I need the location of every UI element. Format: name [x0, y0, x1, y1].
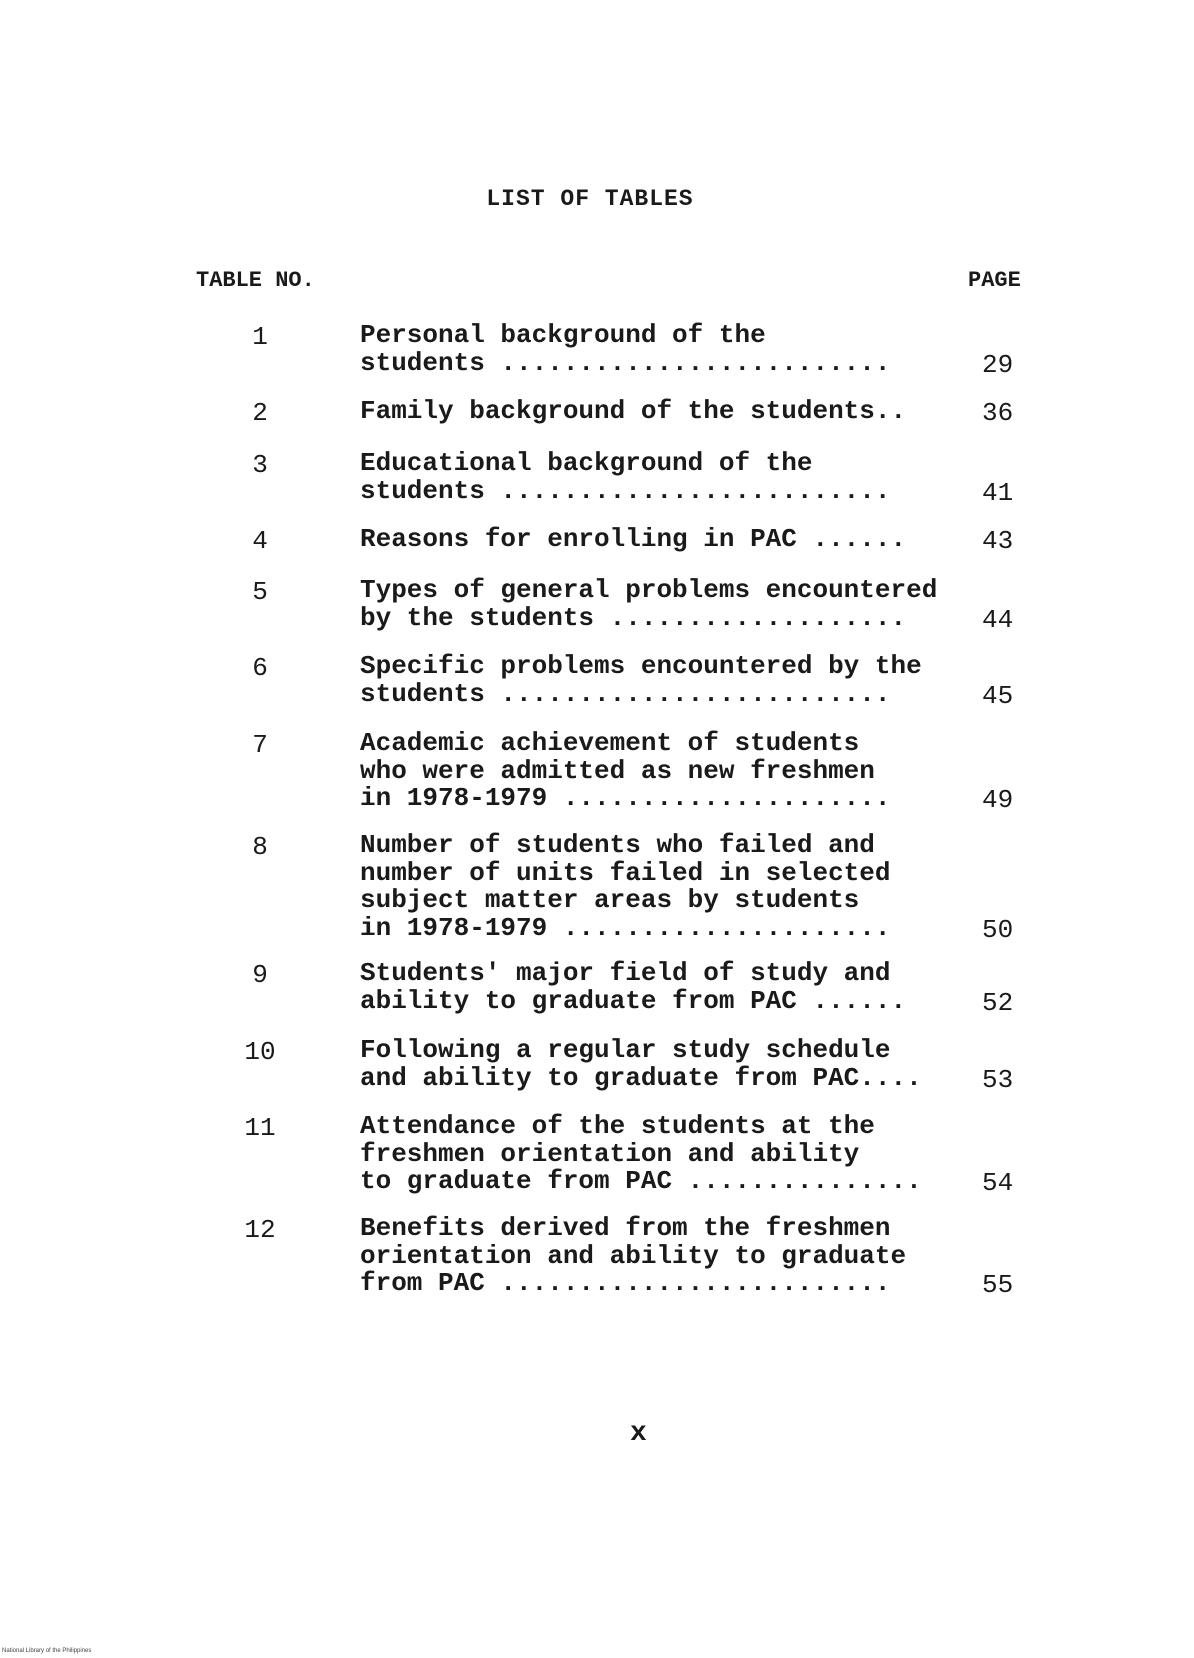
table-description [360, 1037, 960, 1092]
page-ref: 50 [982, 914, 1014, 945]
page-header: PAGE [968, 268, 1021, 293]
description-line: in 1978-1979 ..................... [360, 783, 891, 813]
page-title: LIST OF TABLES [486, 186, 694, 212]
description-line: Number of students who failed and [360, 830, 875, 860]
table-number: 2 [252, 398, 268, 428]
page-ref: 55 [982, 1270, 1014, 1300]
table-number: 6 [252, 653, 268, 683]
description-line: Educational background of the [360, 448, 813, 478]
description-line: Personal background of the [360, 320, 766, 350]
description-line: Following a regular study schedule [360, 1035, 891, 1065]
description-line: in 1978-1979 ..................... [360, 912, 891, 943]
page-ref: 41 [982, 477, 1014, 508]
table-description [360, 398, 960, 426]
description-line: Reasons for enrolling in PAC ...... [360, 524, 907, 554]
table-description [360, 577, 960, 632]
table-description [360, 1113, 960, 1196]
description-line: Specific problems encountered by the [360, 651, 922, 681]
table-description [360, 322, 960, 377]
table-description [360, 1215, 960, 1298]
description-line: number of units failed in selected [360, 857, 891, 888]
description-line: Benefits derived from the freshmen [360, 1213, 891, 1243]
table-number: 7 [252, 730, 268, 760]
table-description [360, 730, 960, 813]
table-number: 12 [244, 1215, 276, 1245]
description-line: Academic achievement of students [360, 728, 860, 758]
description-line: students ......................... [360, 475, 891, 506]
table-number: 5 [252, 577, 268, 607]
page-ref: 36 [982, 398, 1014, 428]
description-line: to graduate from PAC ............... [360, 1166, 922, 1196]
page-ref: 52 [982, 987, 1014, 1018]
page-ref: 43 [982, 526, 1014, 556]
table-description [360, 526, 960, 554]
description-line: Types of general problems encountered [360, 575, 938, 605]
table-number: 3 [252, 450, 268, 480]
page-number: x [630, 1418, 647, 1449]
table-description [360, 450, 960, 505]
table-description [360, 960, 960, 1015]
description-line: who were admitted as new freshmen [360, 755, 875, 786]
description-line: Attendance of the students at the [360, 1111, 875, 1141]
description-line: orientation and ability to graduate [360, 1240, 907, 1271]
page-ref: 44 [982, 604, 1014, 635]
description-line: students ......................... [360, 678, 891, 709]
description-line: and ability to graduate from PAC.... [360, 1062, 922, 1093]
description-line: freshmen orientation and ability [360, 1138, 860, 1169]
table-description [360, 653, 960, 708]
page-ref: 54 [982, 1168, 1014, 1198]
table-number: 8 [252, 832, 268, 862]
table-number: 4 [252, 526, 268, 556]
library-stamp: National Library of the Philippines [2, 1648, 92, 1654]
table-number: 1 [252, 322, 268, 352]
description-line: Students' major field of study and [360, 958, 891, 988]
description-line: students ......................... [360, 347, 891, 378]
table-description [360, 832, 960, 942]
description-line: from PAC ......................... [360, 1268, 891, 1298]
page-ref: 29 [982, 349, 1014, 380]
description-line: by the students ................... [360, 602, 907, 633]
table-no-header: TABLE NO. [196, 268, 315, 293]
page-ref: 45 [982, 680, 1014, 711]
table-number: 11 [244, 1113, 276, 1143]
page-ref: 49 [982, 785, 1014, 815]
page-ref: 53 [982, 1064, 1014, 1095]
table-number: 10 [244, 1037, 276, 1067]
description-line: subject matter areas by students [360, 885, 860, 915]
description-line: Family background of the students.. [360, 396, 907, 426]
table-number: 9 [252, 960, 268, 990]
description-line: ability to graduate from PAC ...... [360, 985, 907, 1016]
